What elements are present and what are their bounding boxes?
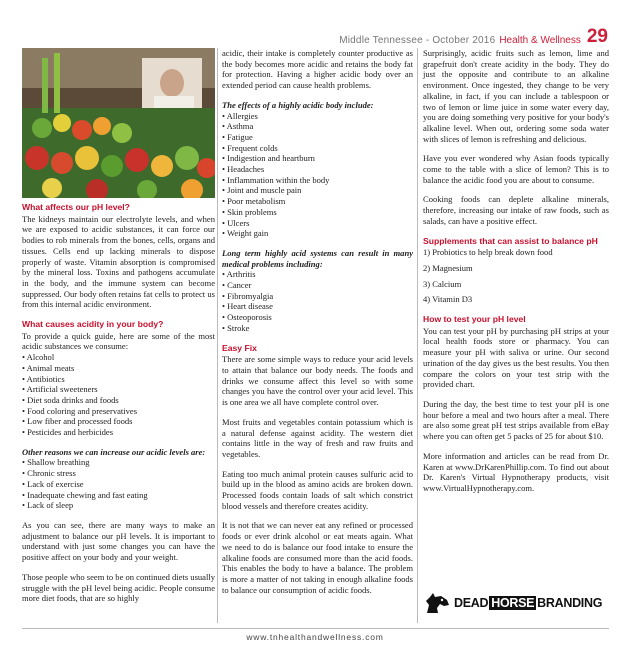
column-divider: [417, 48, 418, 623]
list-item: • Fatigue: [222, 131, 253, 142]
subheading-effects: The effects of a highly acidic body include:: [222, 99, 374, 110]
subheading-long-term: Long term highly acid systems can result in many medical problems including:: [222, 247, 413, 269]
acidic-substances-list: [22, 352, 215, 438]
list-item: • Shallow breathing: [22, 457, 90, 468]
logo-word-dead: DEAD: [454, 596, 489, 610]
list-item: • Allergies: [222, 110, 258, 121]
list-item: • Asthma: [222, 121, 254, 132]
list-item: • Diet soda drinks and foods: [22, 394, 119, 405]
magazine-issue: Middle Tennessee - October 2016: [339, 35, 496, 46]
dead-horse-branding-logo: [423, 590, 609, 616]
supplement-item: 1) Probiotics to help break down food: [423, 247, 553, 258]
heading-what-causes: What causes acidity in your body?: [22, 319, 164, 330]
paragraph-continued: acidic, their intake is completely counter productive as the body becomes more acidic and retains the body fat for protection. Having a higher acidic body over an extended period can cause health problems.: [222, 48, 413, 91]
paragraph-dieters: Those people who seem to be on continued diets usually struggle with the pH level being acidic. People consume more diet foods, that are so highly: [22, 571, 215, 604]
footer-url[interactable]: www.tnhealthandwellness.com: [246, 632, 384, 642]
other-reasons-list: [22, 457, 215, 511]
heading-what-affects: What affects our pH level?: [22, 202, 130, 212]
effects-list: [222, 111, 413, 239]
list-item: • Inflammation within the body: [222, 174, 330, 185]
list-item: • Fibromyalgia: [222, 290, 274, 301]
list-item: • Arthritis: [222, 269, 256, 280]
list-item: • Cancer: [222, 280, 252, 291]
list-item: • Joint and muscle pain: [222, 185, 302, 196]
paragraph-kidneys: The kidneys maintain our electrolyte levels, and when we are exposed to acidic substances, it can force our bodies to rob minerals from the bones, cells, organs and tissues. Cells end up lacking minerals to dispose properly of waste. Vitamin absorption is compromised by the mineral loss. Toxins and pathogens accumulate in the body, and the immune system can become suppressed. Our body often retains fat cells to protect us from this internal acidic environment.: [22, 213, 215, 310]
list-item: • Skin problems: [222, 206, 277, 217]
subheading-other-reasons: Other reasons we can increase our acidic levels are:: [22, 446, 206, 457]
list-item: • Pesticides and herbicides: [22, 427, 114, 438]
logo-word-horse: HORSE: [491, 596, 535, 610]
list-item: • Frequent colds: [222, 142, 278, 153]
list-item: • Osteoporosis: [222, 312, 272, 323]
list-item: • Weight gain: [222, 228, 269, 239]
heading-test-ph: How to test your pH level: [423, 314, 526, 325]
paragraph-more-info: More information and articles can be read from Dr. Karen at www.DrKarenPhillip.com. To find out about Dr. Karen's Virtual Hypnotherapy products, visit www.VirtualHypnotherapy.com.: [423, 450, 609, 493]
list-item: • Artificial sweeteners: [22, 384, 98, 395]
list-item: • Indigestion and heartburn: [222, 153, 315, 164]
supplement-item: 4) Vitamin D3: [423, 294, 473, 305]
list-item: • Animal meats: [22, 362, 75, 373]
paragraph-cooking: Cooking foods can deplete alkaline minerals, therefore, increasing our intake of raw foods, such as salads, can have a positive effect.: [423, 194, 609, 226]
heading-easy-fix: Easy Fix: [222, 342, 257, 353]
list-item: • Lack of exercise: [22, 478, 84, 489]
footer-divider: [22, 628, 609, 629]
horse-head-icon: [423, 591, 451, 615]
list-item: • Poor metabolism: [222, 196, 286, 207]
list-item: • Stroke: [222, 322, 250, 333]
column-divider: [217, 48, 218, 623]
list-item: • Antibiotics: [22, 373, 65, 384]
list-item: • Heart disease: [222, 301, 273, 312]
paragraph-best-time: During the day, the best time to test your pH is one hour before a meal and two hours after a meal. There are also some great pH test strips available from eBay where you can often get 5 packs of 25 for about $10.: [423, 398, 609, 442]
heading-supplements: Supplements that can assist to balance pH: [423, 235, 598, 246]
list-item: • Lack of sleep: [22, 500, 74, 511]
column-3: [423, 48, 609, 503]
paragraph-many-ways: As you can see, there are many ways to make an adjustment to balance our pH levels. It is important to understand with just some changes you can have the positive affect on your body and your weight.: [22, 519, 215, 563]
list-item: • Alcohol: [22, 352, 55, 363]
supplement-item: 3) Calcium: [423, 278, 462, 289]
list-item: • Ulcers: [222, 217, 250, 228]
paragraph-test-ph: You can test your pH by purchasing pH strips at your local health foods store or pharmacy. You can measure your pH with saliva or urine. Our second urination of the day gives us the best results. You then compare the colors on your test strip with the provided chart.: [423, 325, 609, 390]
list-item: • Food coloring and preservatives: [22, 405, 138, 416]
paragraph-protein: Eating too much animal protein causes sulfuric acid to build up in the blood as amino acids are broken down. Processed foods contain loads of salt which constrict blood vessels and therefore creates acidity.: [222, 468, 413, 511]
paragraph-easy-fix: There are some simple ways to reduce your acid levels to attain that balance our body needs. The foods and drinks we consume affect this level so with some changes you have the control over your acid level. This is one area we all have complete control over.: [222, 354, 413, 408]
section-name: Health & Wellness: [499, 35, 581, 46]
list-item: • Chronic stress: [22, 468, 76, 479]
medical-problems-list: [222, 269, 413, 333]
list-item: • Headaches: [222, 164, 265, 175]
list-item: • Inadequate chewing and fast eating: [22, 489, 148, 500]
paragraph-asian-foods: Have you ever wondered why Asian foods typically come to the table with a slice of lemon? This is to balance the acidic food you are about to consume.: [423, 153, 609, 185]
column-2: [222, 48, 413, 604]
logo-word-branding: BRANDING: [537, 596, 603, 610]
page-header: [339, 22, 608, 46]
column-1: [22, 48, 215, 613]
vegetable-market-photo: [22, 48, 215, 198]
paragraph-potassium: Most fruits and vegetables contain potassium which is a natural defense against acidity. The western diet contains little in the way of fresh and raw fruits and vegetables.: [222, 416, 413, 459]
paragraph-guide: To provide a quick guide, here are some of the most acidic substances we consume:: [22, 330, 215, 352]
paragraph-balance: It is not that we can never eat any refined or processed foods or ever drink alcohol or eat meats again. What we need to do is balance our food intake to ensure the alkaline foods are consumed more than the acid foods. This enables the body to have a balance. The problem is more a matter of not taking in enough alkaline foods to balance our consumption of acidic foods.: [222, 520, 413, 595]
supplement-item: 2) Magnesium: [423, 262, 473, 273]
list-item: • Low fiber and processed foods: [22, 416, 133, 427]
logo-wordmark: [454, 596, 602, 610]
page-number: 29: [586, 26, 608, 47]
produce-illustration: [22, 48, 215, 198]
paragraph-acidic-fruits: Surprisingly, acidic fruits such as lemon, lime and grapefruit don't create acidity in the body. They do just the opposite and contribute to an alkaline environment. Once ingested, they change to be very alkaline, in fact, if you can include a tablespoon or two of lemon or lime juice in some water every day, you are doing something very positive for your body's alkaline level. When out, ordering some soda water with slices of lemon is refreshing and delicious.: [423, 48, 609, 144]
